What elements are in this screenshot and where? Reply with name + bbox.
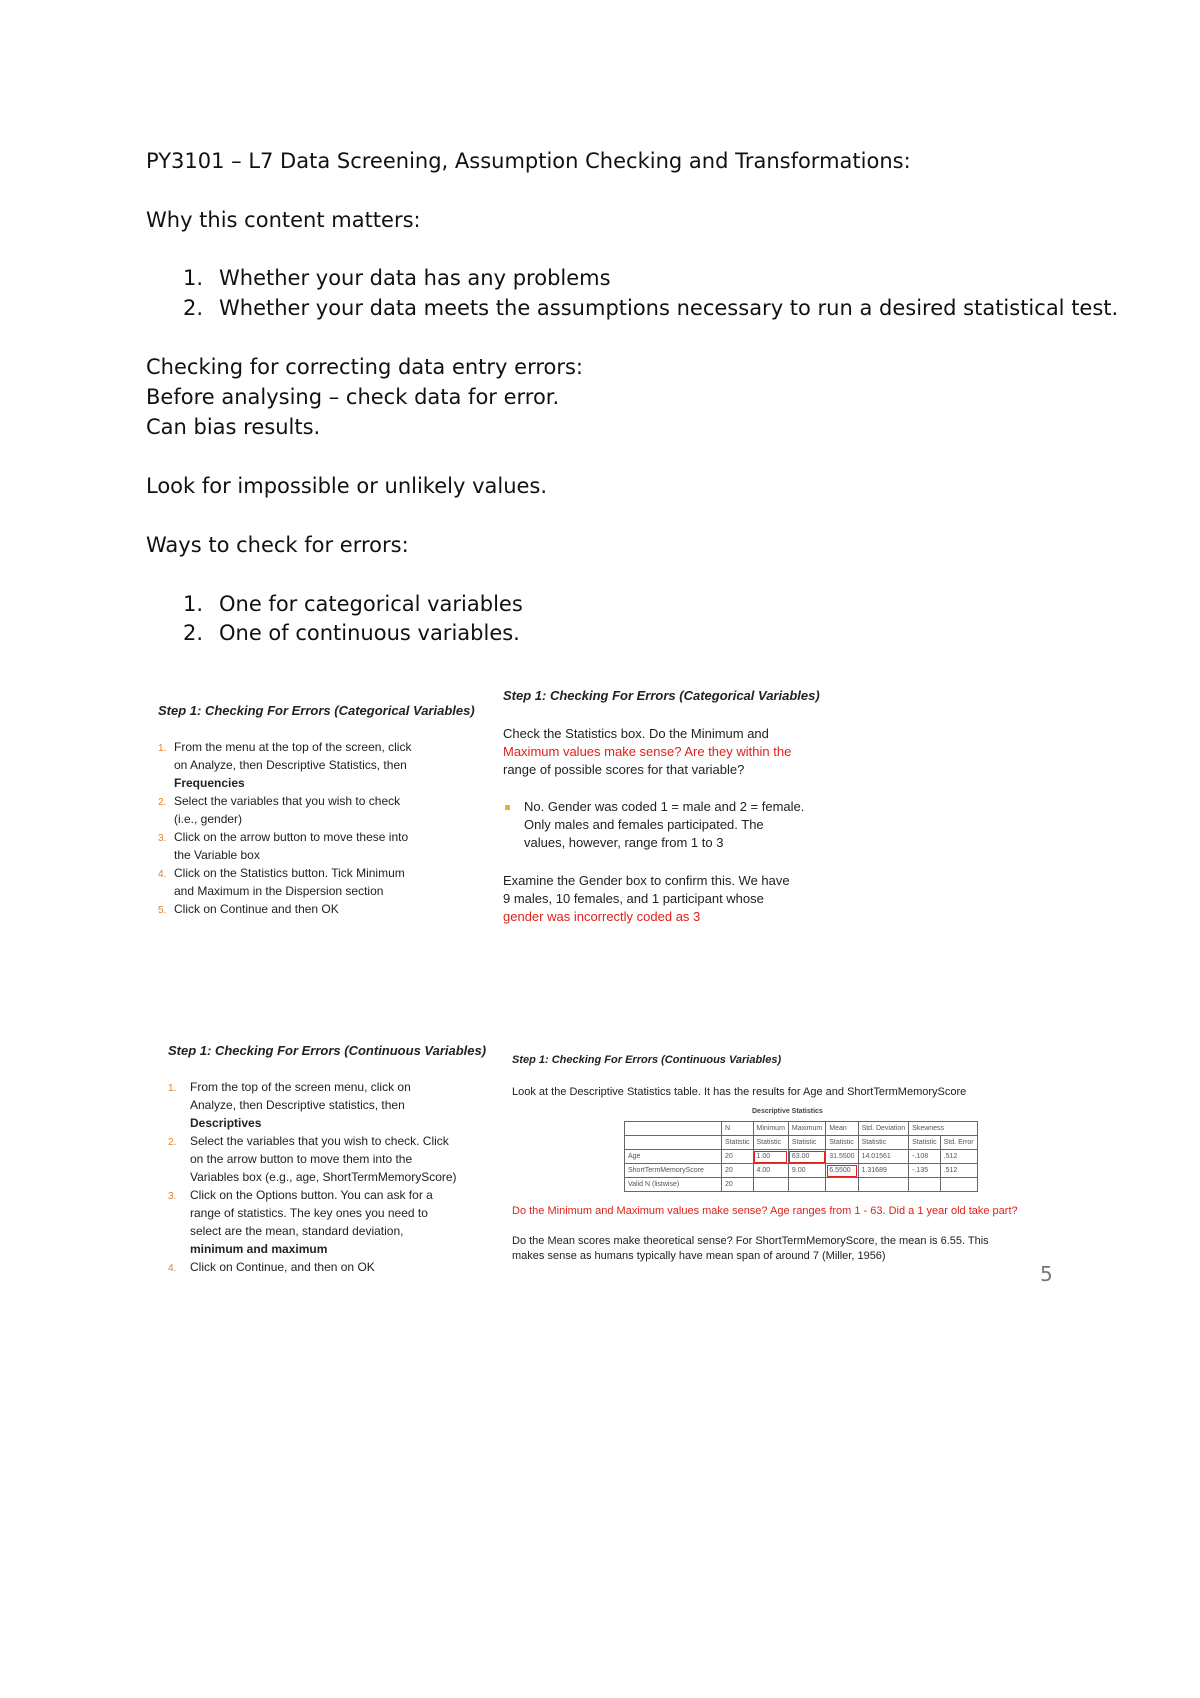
ways-item-1: One for categorical variables [219, 592, 523, 616]
table-cell: 20 [722, 1178, 754, 1192]
table-header-row [625, 1136, 978, 1150]
step-line: on Analyze, then Descriptive Statistics, then [174, 758, 407, 772]
step-num: 1. [158, 743, 167, 754]
table-row [625, 1164, 978, 1178]
step-line: (i.e., gender) [174, 812, 243, 826]
paragraph-line: Maximum values make sense? Are they within the [503, 744, 792, 759]
why-item-2-num: 2. [183, 296, 204, 320]
table-cell: Skewness [909, 1122, 977, 1136]
table-cell [788, 1178, 825, 1192]
step-line: Click on the arrow button to move these into [174, 830, 409, 844]
panel-title: Step 1: Checking For Errors (Continuous Variables) [512, 1054, 782, 1066]
paragraph-line: Examine the Gender box to confirm this. We have [503, 873, 790, 888]
table-cell: 1.31689 [858, 1164, 909, 1178]
table-cell: 14.01561 [858, 1150, 909, 1164]
table-cell: Statistic [722, 1136, 754, 1150]
bullet-line: values, however, range from 1 to 3 [524, 835, 724, 850]
table-cell: 20 [722, 1150, 754, 1164]
table-cell: 1.00 [753, 1150, 788, 1164]
table-cell: Statistic [909, 1136, 941, 1150]
table-header-row [625, 1122, 978, 1136]
paragraph-line: gender was incorrectly coded as 3 [503, 909, 701, 924]
table-cell: -.108 [909, 1150, 941, 1164]
table-cell: Minimum [753, 1122, 788, 1136]
table-cell: Std. Deviation [858, 1122, 909, 1136]
table-row [625, 1150, 978, 1164]
panel-categorical-results [503, 684, 863, 934]
table-cell [940, 1178, 977, 1192]
step-num: 4. [168, 1263, 177, 1274]
checking-line-1: Checking for correcting data entry errors: [146, 355, 584, 379]
table-cell: 9.00 [788, 1164, 825, 1178]
ways-item-2: One of continuous variables. [219, 621, 520, 645]
step-line: Frequencies [174, 776, 245, 790]
step-line: From the top of the screen menu, click on [190, 1080, 411, 1094]
table-cell: Std. Error [940, 1136, 977, 1150]
bullet-line: Only males and females participated. The [524, 817, 764, 832]
table-cell [909, 1178, 941, 1192]
table-cell: 6.5500 [826, 1164, 858, 1178]
panel-categorical-steps [158, 700, 488, 930]
panel-continuous-steps [168, 1040, 508, 1280]
why-item-1-num: 1. [183, 266, 204, 290]
step-line: on the arrow button to move them into the [190, 1152, 413, 1166]
table-cell [625, 1122, 722, 1136]
paragraph-line: Look at the Descriptive Statistics table. It has the results for Age and ShortTermMemoryScore [512, 1086, 967, 1098]
table-cell: -.135 [909, 1164, 941, 1178]
table-cell: 20 [722, 1164, 754, 1178]
step-line: Click on Continue and then OK [174, 902, 339, 916]
bullet-line: No. Gender was coded 1 = male and 2 = female. [524, 799, 805, 814]
table-cell: Maximum [788, 1122, 825, 1136]
panel-title: Step 1: Checking For Errors (Categorical Variables) [503, 688, 820, 703]
table-cell: 4.00 [753, 1164, 788, 1178]
step-line: Descriptives [190, 1116, 262, 1130]
step-num: 3. [158, 833, 167, 844]
panel-title: Step 1: Checking For Errors (Categorical Variables) [158, 703, 475, 718]
table-cell [753, 1178, 788, 1192]
step-line: and Maximum in the Dispersion section [174, 884, 384, 898]
paragraph-line: Check the Statistics box. Do the Minimum and [503, 726, 769, 741]
table-cell: Valid N (listwise) [625, 1178, 722, 1192]
step-line: From the menu at the top of the screen, click [174, 740, 412, 754]
panel-title: Step 1: Checking For Errors (Continuous Variables) [168, 1043, 487, 1058]
step-line: the Variable box [174, 848, 260, 862]
step-line: minimum and maximum [190, 1242, 328, 1256]
paragraph-line: range of possible scores for that variable? [503, 762, 745, 777]
step-num: 5. [158, 905, 167, 916]
table-cell: Age [625, 1150, 722, 1164]
step-num: 3. [168, 1191, 177, 1202]
table-cell: Mean [826, 1122, 858, 1136]
look-line: Look for impossible or unlikely values. [146, 474, 548, 498]
panel-continuous-results [512, 1050, 1052, 1270]
step-line: range of statistics. The key ones you need to [190, 1206, 428, 1220]
paragraph-line: 9 males, 10 females, and 1 participant whose [503, 891, 764, 906]
step-num: 2. [158, 797, 167, 808]
table-cell: ShortTermMemoryScore [625, 1164, 722, 1178]
ways-item-1-num: 1. [183, 592, 204, 616]
table-cell: .512 [940, 1164, 977, 1178]
checking-line-3: Can bias results. [146, 415, 321, 439]
table-cell: Statistic [826, 1136, 858, 1150]
table-cell [625, 1136, 722, 1150]
descriptive-statistics-table [624, 1121, 978, 1192]
why-item-2: Whether your data meets the assumptions necessary to run a desired statistical test. [219, 296, 1119, 320]
step-num: 1. [168, 1083, 177, 1094]
page-number-mark: 5 [1040, 1262, 1053, 1286]
bullet-icon [505, 805, 510, 810]
table-cell: Statistic [858, 1136, 909, 1150]
step-num: 2. [168, 1137, 177, 1148]
step-line: Select the variables that you wish to check [174, 794, 401, 808]
table-cell [826, 1178, 858, 1192]
table-cell: 31.5500 [826, 1150, 858, 1164]
step-line: Variables box (e.g., age, ShortTermMemoryScore) [190, 1170, 457, 1184]
why-item-1: Whether your data has any problems [219, 266, 611, 290]
step-line: Click on Continue, and then on OK [190, 1260, 375, 1274]
table-cell: .512 [940, 1150, 977, 1164]
table-row [625, 1178, 978, 1192]
table-title: Descriptive Statistics [752, 1108, 823, 1115]
question-line: Do the Minimum and Maximum values make sense? Age ranges from 1 - 63. Did a 1 year old take part? [512, 1205, 1018, 1217]
question-line: makes sense as humans typically have mean span of around 7 (Miller, 1956) [512, 1250, 886, 1262]
table-cell: 63.00 [788, 1150, 825, 1164]
why-heading: Why this content matters: [146, 208, 421, 232]
step-line: Click on the Statistics button. Tick Minimum [174, 866, 405, 880]
ways-item-2-num: 2. [183, 621, 204, 645]
table-cell: Statistic [753, 1136, 788, 1150]
ways-heading: Ways to check for errors: [146, 533, 409, 557]
table-cell [858, 1178, 909, 1192]
table-cell: N [722, 1122, 754, 1136]
step-line: Select the variables that you wish to check. Click [190, 1134, 449, 1148]
question-line: Do the Mean scores make theoretical sense? For ShortTermMemoryScore, the mean is 6.55. This [512, 1235, 989, 1247]
document-title: PY3101 – L7 Data Screening, Assumption Checking and Transformations: [146, 149, 911, 173]
step-line: select are the mean, standard deviation, [190, 1224, 404, 1238]
table-cell: Statistic [788, 1136, 825, 1150]
checking-line-2: Before analysing – check data for error. [146, 385, 560, 409]
step-line: Analyze, then Descriptive statistics, then [190, 1098, 405, 1112]
step-num: 4. [158, 869, 167, 880]
step-line: Click on the Options button. You can ask for a [190, 1188, 433, 1202]
